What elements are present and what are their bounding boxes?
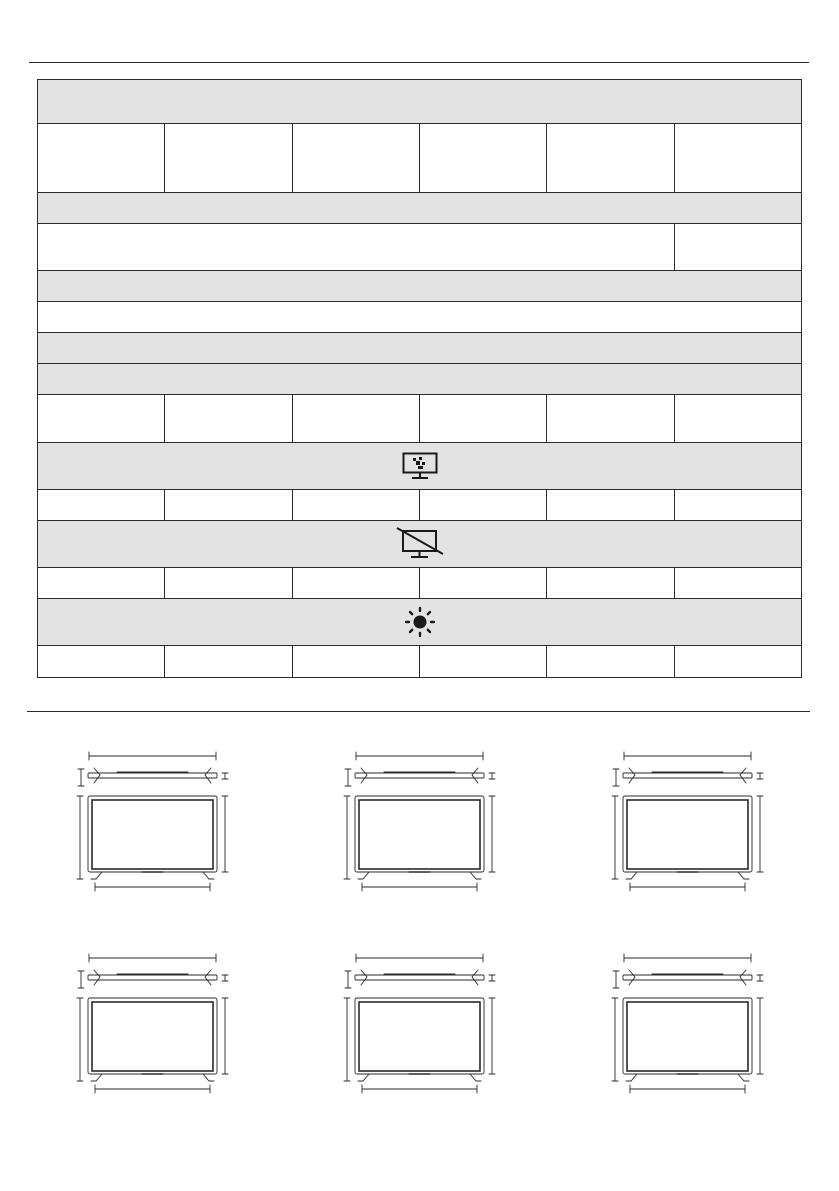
- tv-dimension-diagram-icon: [72, 950, 232, 1100]
- tv-dimension-diagram: [607, 748, 767, 898]
- spec-cell: [546, 394, 675, 443]
- tv-dimension-diagram-icon: [339, 950, 499, 1100]
- spec-cell: [674, 223, 802, 271]
- spec-cell: [37, 394, 165, 443]
- spec-cell: [674, 394, 802, 443]
- spec-cell: [37, 645, 165, 678]
- spec-cell: [37, 567, 165, 599]
- spec-cell: [546, 567, 675, 599]
- tv-dimension-diagram-icon: [72, 748, 232, 898]
- spec-cell: [164, 489, 293, 521]
- section-rule: [27, 711, 810, 712]
- spec-cell: [546, 123, 675, 193]
- spec-cell: [419, 394, 547, 443]
- brightness-sun-icon: [404, 606, 436, 638]
- spec-cell: [419, 567, 547, 599]
- spec-cell: [37, 123, 165, 193]
- spec-cell: [419, 123, 547, 193]
- tv-dimension-diagram: [339, 748, 499, 898]
- spec-cell: [674, 645, 802, 678]
- spec-cell: [164, 567, 293, 599]
- spec-cell: [292, 394, 420, 443]
- tv-dimension-diagram: [339, 950, 499, 1100]
- tv-dimension-diagram: [72, 748, 232, 898]
- spec-header-row: [37, 270, 802, 302]
- spec-cell: [292, 567, 420, 599]
- spec-header-row: [37, 332, 802, 364]
- off-mode-header-row: [37, 520, 802, 568]
- spec-cell: [292, 489, 420, 521]
- tv-dimension-diagram: [607, 950, 767, 1100]
- off-mode-monitor-icon: [394, 527, 446, 561]
- spec-cell: [546, 645, 675, 678]
- spec-cell: [674, 567, 802, 599]
- on-mode-header-row: [37, 442, 802, 490]
- spec-header-row: [37, 363, 802, 395]
- spec-cell: [292, 645, 420, 678]
- spec-cell: [164, 394, 293, 443]
- spec-cell: [419, 489, 547, 521]
- brightness-header-row: [37, 598, 802, 646]
- tv-dimension-diagram: [72, 950, 232, 1100]
- spec-cell: [419, 645, 547, 678]
- spec-cell: [674, 123, 802, 193]
- spec-wide-cell: [37, 223, 675, 271]
- spec-cell: [37, 489, 165, 521]
- top-rule: [29, 62, 809, 63]
- spec-full-row: [37, 301, 802, 333]
- tv-dimension-diagram-icon: [339, 748, 499, 898]
- spec-header-row: [37, 79, 802, 124]
- on-mode-monitor-icon: [402, 452, 438, 480]
- spec-cell: [164, 645, 293, 678]
- spec-cell: [164, 123, 293, 193]
- spec-cell: [674, 489, 802, 521]
- spec-header-row: [37, 192, 802, 224]
- spec-cell: [546, 489, 675, 521]
- tv-dimension-diagram-icon: [607, 950, 767, 1100]
- spec-cell: [292, 123, 420, 193]
- spec-table: [37, 79, 802, 678]
- tv-dimension-diagram-icon: [607, 748, 767, 898]
